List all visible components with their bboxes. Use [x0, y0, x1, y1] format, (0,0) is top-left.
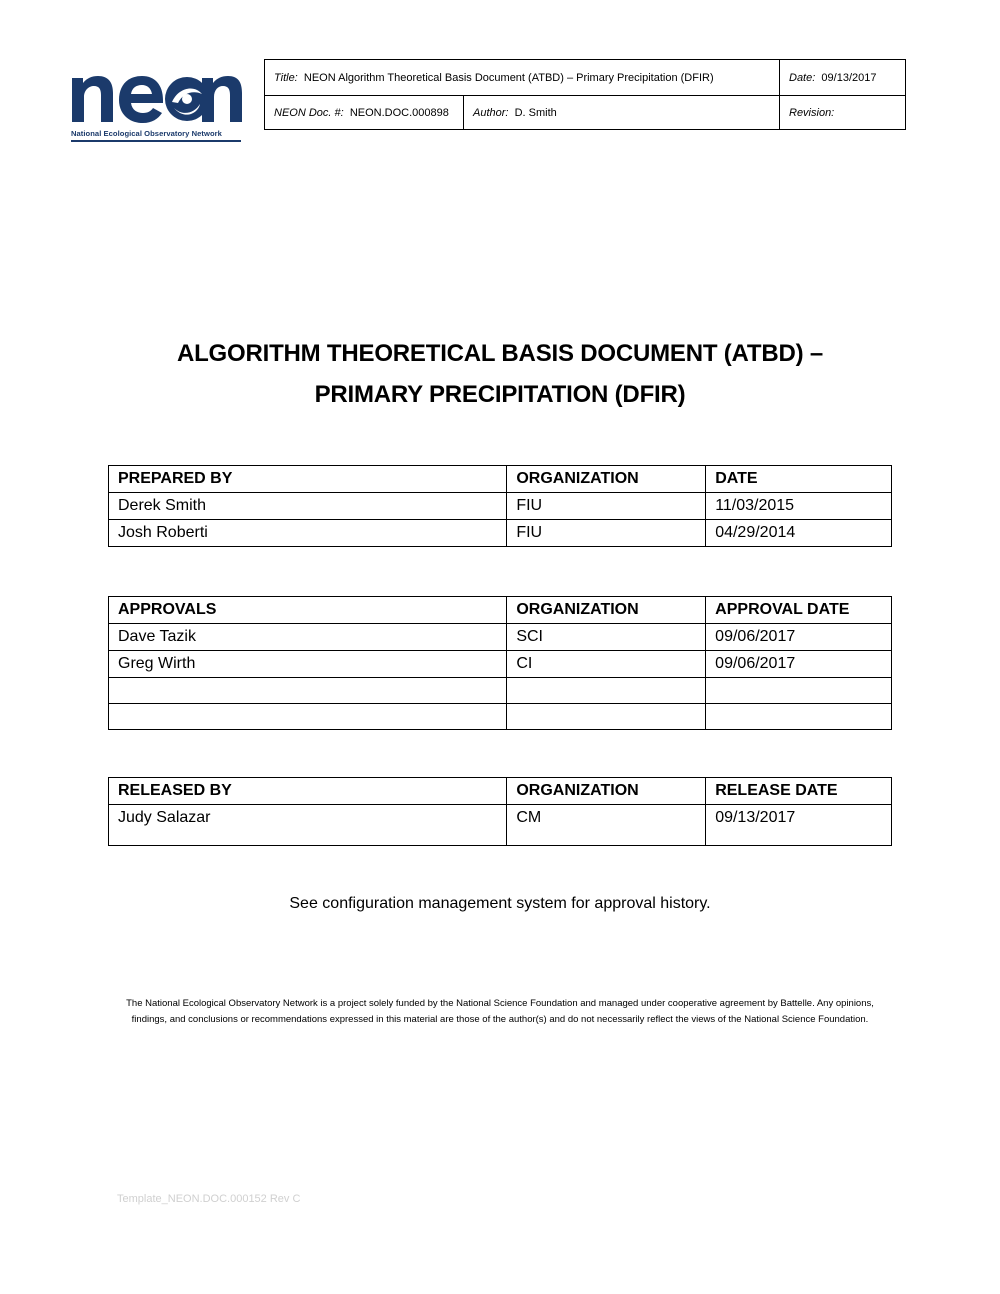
table-cell: FIU	[507, 493, 706, 520]
table-row	[109, 624, 892, 651]
table-cell: Greg Wirth	[109, 651, 507, 678]
neon-wordmark	[70, 72, 242, 124]
date-value: 09/13/2017	[821, 71, 877, 84]
author-label: Author:	[473, 107, 509, 119]
table-row	[109, 704, 892, 730]
title-value: NEON Algorithm Theoretical Basis Document (ATBD) – Primary Precipitation (DFIR)	[303, 71, 714, 84]
column-header: RELEASED BY	[109, 778, 507, 805]
table-cell: 09/13/2017	[706, 805, 892, 846]
table-cell: SCI	[507, 624, 706, 651]
header-date	[780, 60, 906, 95]
table-row	[109, 678, 892, 704]
header-doc-number	[265, 96, 463, 130]
table-cell: 11/03/2015	[706, 493, 892, 520]
document-header	[264, 59, 906, 130]
author-value: D. Smith	[514, 107, 557, 119]
doc-value: NEON.DOC.000898	[349, 107, 449, 119]
released-by-table	[108, 777, 892, 846]
table-cell: 09/06/2017	[706, 651, 892, 678]
table-row	[109, 651, 892, 678]
prepared-by-table	[108, 465, 892, 547]
column-header: APPROVAL DATE	[706, 597, 892, 624]
table-cell	[507, 704, 706, 730]
column-header: APPROVALS	[109, 597, 507, 624]
column-header: ORGANIZATION	[507, 778, 706, 805]
column-header: ORGANIZATION	[507, 597, 706, 624]
funding-disclaimer: The National Ecological Observatory Network is a project solely funded by the National Science Foundation and managed under cooperative agreement by Battelle. Any opinions, findings, and conclusions or recommendations expressed in this material are those of the author(s) and do not necessarily reflect the views of the National Science Foundation.	[126, 998, 874, 1025]
table-cell	[706, 678, 892, 704]
column-header: PREPARED BY	[109, 466, 507, 493]
logo-underline	[71, 140, 241, 142]
table-row	[109, 520, 892, 547]
table-cell: 04/29/2014	[706, 520, 892, 547]
revision-label: Revision:	[789, 107, 835, 119]
column-header: DATE	[706, 466, 892, 493]
title-label: Title:	[274, 71, 298, 84]
header-author	[464, 96, 779, 130]
column-header: RELEASE DATE	[706, 778, 892, 805]
neon-logo	[70, 72, 245, 144]
header-revision	[780, 96, 906, 130]
table-cell: Dave Tazik	[109, 624, 507, 651]
table-cell: Josh Roberti	[109, 520, 507, 547]
table-cell: Judy Salazar	[109, 805, 507, 846]
table-cell: CI	[507, 651, 706, 678]
table-cell	[706, 704, 892, 730]
approval-history-note: See configuration management system for approval history.	[289, 895, 711, 912]
title-line-1: ALGORITHM THEORETICAL BASIS DOCUMENT (ATBD) –	[176, 340, 824, 367]
document-title	[100, 333, 900, 415]
date-label: Date:	[789, 71, 816, 84]
table-cell: Derek Smith	[109, 493, 507, 520]
header-title	[265, 60, 779, 95]
column-header: ORGANIZATION	[507, 466, 706, 493]
doc-label: NEON Doc. #:	[274, 107, 344, 119]
logo-tagline: National Ecological Observatory Network	[71, 129, 222, 138]
approvals-table	[108, 596, 892, 730]
table-row	[109, 493, 892, 520]
table-cell	[109, 678, 507, 704]
title-line-2: PRIMARY PRECIPITATION (DFIR)	[314, 381, 686, 408]
table-cell	[507, 678, 706, 704]
table-header-row	[109, 778, 892, 805]
table-cell: CM	[507, 805, 706, 846]
table-cell	[109, 704, 507, 730]
template-footer: Template_NEON.DOC.000152 Rev C	[117, 1193, 301, 1205]
table-row	[109, 805, 892, 846]
table-cell: 09/06/2017	[706, 624, 892, 651]
table-header-row	[109, 466, 892, 493]
table-header-row	[109, 597, 892, 624]
table-cell: FIU	[507, 520, 706, 547]
